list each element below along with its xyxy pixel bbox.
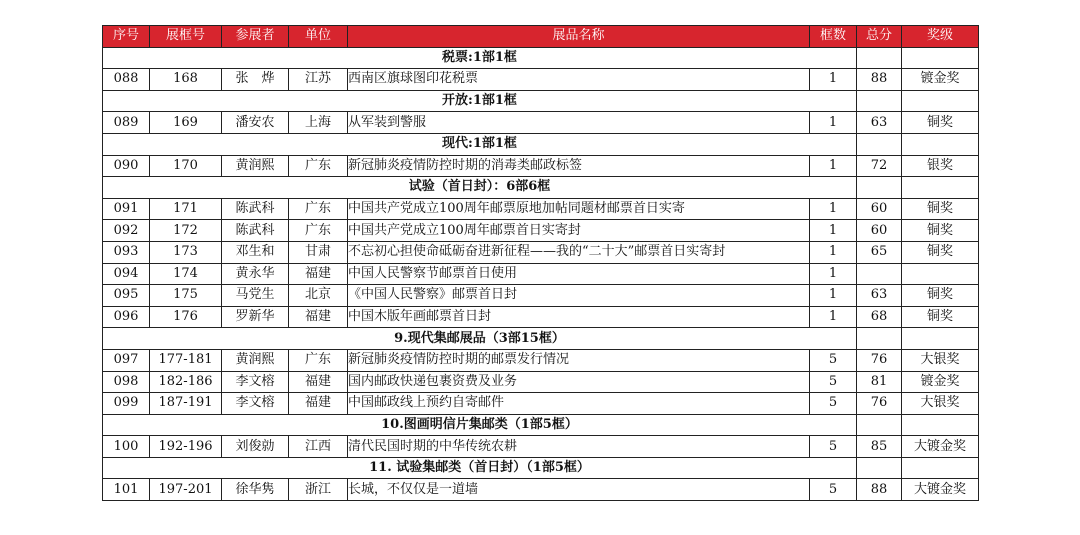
cell-frames: 5 (810, 436, 857, 458)
section-row (103, 414, 979, 436)
cell-exhibitor: 罗新华 (222, 306, 289, 328)
cell-exhibitor: 黄永华 (222, 263, 289, 285)
section-empty-cell (857, 133, 902, 155)
cell-award: 银奖 (902, 155, 979, 177)
cell-unit: 广东 (289, 349, 348, 371)
cell-frame-no: 192-196 (150, 436, 222, 458)
cell-name: 中国邮政线上预约自寄邮件 (348, 393, 810, 415)
cell-frame-no: 175 (150, 285, 222, 307)
cell-seq: 093 (103, 241, 150, 263)
header-frame-no: 展框号 (150, 26, 222, 48)
header-exhibitor: 参展者 (222, 26, 289, 48)
cell-exhibitor: 李文榕 (222, 371, 289, 393)
cell-name: 国内邮政快递包裹资费及业务 (348, 371, 810, 393)
cell-unit: 上海 (289, 112, 348, 134)
cell-exhibitor: 黄润熙 (222, 349, 289, 371)
section-row (103, 177, 979, 199)
cell-score: 76 (857, 393, 902, 415)
cell-award: 大银奖 (902, 393, 979, 415)
cell-score: 60 (857, 198, 902, 220)
table-row (103, 241, 979, 263)
cell-score: 85 (857, 436, 902, 458)
cell-seq: 101 (103, 479, 150, 501)
cell-seq: 088 (103, 69, 150, 91)
cell-award: 铜奖 (902, 198, 979, 220)
cell-frames: 1 (810, 112, 857, 134)
cell-seq: 097 (103, 349, 150, 371)
cell-frame-no: 174 (150, 263, 222, 285)
table-row (103, 69, 979, 91)
section-empty-cell (857, 328, 902, 350)
cell-frame-no: 171 (150, 198, 222, 220)
cell-award: 铜奖 (902, 285, 979, 307)
cell-unit: 广东 (289, 155, 348, 177)
table-row (103, 436, 979, 458)
cell-name: 中国共产党成立100周年邮票首日实寄封 (348, 220, 810, 242)
section-title: 开放:1部1框 (103, 90, 857, 112)
header-unit: 单位 (289, 26, 348, 48)
cell-seq: 090 (103, 155, 150, 177)
table-row (103, 479, 979, 501)
cell-frames: 1 (810, 155, 857, 177)
cell-unit: 浙江 (289, 479, 348, 501)
cell-seq: 100 (103, 436, 150, 458)
section-empty-cell (857, 90, 902, 112)
cell-frames: 1 (810, 263, 857, 285)
cell-unit: 江西 (289, 436, 348, 458)
cell-award: 大镀金奖 (902, 479, 979, 501)
cell-frame-no: 170 (150, 155, 222, 177)
section-title: 税票:1部1框 (103, 47, 857, 69)
cell-unit: 福建 (289, 306, 348, 328)
cell-seq: 091 (103, 198, 150, 220)
table-row (103, 306, 979, 328)
table-row (103, 220, 979, 242)
header-frames: 框数 (810, 26, 857, 48)
cell-seq: 094 (103, 263, 150, 285)
cell-name: 中国人民警察节邮票首日使用 (348, 263, 810, 285)
table-header (103, 26, 979, 48)
cell-award: 铜奖 (902, 220, 979, 242)
section-row (103, 328, 979, 350)
cell-score: 63 (857, 285, 902, 307)
header-award: 奖级 (902, 26, 979, 48)
section-row (103, 457, 979, 479)
cell-award: 大镀金奖 (902, 436, 979, 458)
cell-frames: 1 (810, 241, 857, 263)
section-empty-cell (902, 177, 979, 199)
cell-name: 长城，不仅仅是一道墙 (348, 479, 810, 501)
cell-seq: 092 (103, 220, 150, 242)
cell-name: 新冠肺炎疫情防控时期的邮票发行情况 (348, 349, 810, 371)
cell-score: 81 (857, 371, 902, 393)
section-empty-cell (902, 47, 979, 69)
cell-frame-no: 176 (150, 306, 222, 328)
cell-score: 72 (857, 155, 902, 177)
cell-award (902, 263, 979, 285)
cell-unit: 广东 (289, 198, 348, 220)
section-empty-cell (902, 133, 979, 155)
cell-score: 63 (857, 112, 902, 134)
section-title: 10.图画明信片集邮类（1部5框） (103, 414, 857, 436)
section-empty-cell (902, 414, 979, 436)
cell-name: 中国共产党成立100周年邮票原地加帖同题材邮票首日实寄 (348, 198, 810, 220)
section-empty-cell (902, 328, 979, 350)
cell-exhibitor: 张 烨 (222, 69, 289, 91)
cell-award: 铜奖 (902, 112, 979, 134)
cell-award: 铜奖 (902, 306, 979, 328)
section-empty-cell (857, 457, 902, 479)
section-empty-cell (902, 457, 979, 479)
award-list-table (102, 25, 979, 501)
cell-score: 65 (857, 241, 902, 263)
cell-frame-no: 197-201 (150, 479, 222, 501)
table-row (103, 285, 979, 307)
table-row (103, 155, 979, 177)
cell-exhibitor: 邓生和 (222, 241, 289, 263)
cell-name: 清代民国时期的中华传统农耕 (348, 436, 810, 458)
cell-frame-no: 187-191 (150, 393, 222, 415)
cell-frame-no: 173 (150, 241, 222, 263)
table-row (103, 349, 979, 371)
header-score: 总分 (857, 26, 902, 48)
table-row (103, 112, 979, 134)
cell-unit: 北京 (289, 285, 348, 307)
cell-unit: 福建 (289, 393, 348, 415)
cell-frames: 5 (810, 349, 857, 371)
cell-frames: 5 (810, 393, 857, 415)
cell-exhibitor: 陈武科 (222, 198, 289, 220)
cell-seq: 098 (103, 371, 150, 393)
section-empty-cell (857, 47, 902, 69)
header-name: 展品名称 (348, 26, 810, 48)
cell-seq: 099 (103, 393, 150, 415)
section-title: 试验（首日封）：6部6框 (103, 177, 857, 199)
cell-seq: 089 (103, 112, 150, 134)
cell-unit: 江苏 (289, 69, 348, 91)
cell-frame-no: 169 (150, 112, 222, 134)
cell-frames: 1 (810, 220, 857, 242)
section-row (103, 133, 979, 155)
cell-name: 从军装到警服 (348, 112, 810, 134)
header-row (103, 26, 979, 48)
section-row (103, 47, 979, 69)
cell-name: 中国木版年画邮票首日封 (348, 306, 810, 328)
table-row (103, 393, 979, 415)
table-body (103, 47, 979, 500)
section-empty-cell (857, 177, 902, 199)
cell-exhibitor: 李文榕 (222, 393, 289, 415)
cell-exhibitor: 陈武科 (222, 220, 289, 242)
cell-unit: 广东 (289, 220, 348, 242)
cell-unit: 福建 (289, 371, 348, 393)
cell-score: 88 (857, 479, 902, 501)
cell-exhibitor: 徐华隽 (222, 479, 289, 501)
section-title: 现代:1部1框 (103, 133, 857, 155)
header-seq: 序号 (103, 26, 150, 48)
table-row (103, 198, 979, 220)
cell-name: 《中国人民警察》邮票首日封 (348, 285, 810, 307)
cell-score: 68 (857, 306, 902, 328)
cell-frame-no: 177-181 (150, 349, 222, 371)
section-empty-cell (857, 414, 902, 436)
cell-unit: 福建 (289, 263, 348, 285)
cell-seq: 095 (103, 285, 150, 307)
cell-exhibitor: 马党生 (222, 285, 289, 307)
cell-frame-no: 168 (150, 69, 222, 91)
cell-score: 76 (857, 349, 902, 371)
cell-score (857, 263, 902, 285)
cell-unit: 甘肃 (289, 241, 348, 263)
cell-frames: 5 (810, 371, 857, 393)
section-title: 9.现代集邮展品（3部15框） (103, 328, 857, 350)
cell-frames: 1 (810, 306, 857, 328)
cell-frame-no: 172 (150, 220, 222, 242)
cell-name: 西南区旗球图印花税票 (348, 69, 810, 91)
cell-award: 镀金奖 (902, 371, 979, 393)
table-row (103, 263, 979, 285)
section-empty-cell (902, 90, 979, 112)
section-row (103, 90, 979, 112)
cell-frames: 1 (810, 69, 857, 91)
cell-frames: 1 (810, 198, 857, 220)
table-row (103, 371, 979, 393)
cell-frame-no: 182-186 (150, 371, 222, 393)
cell-award: 大银奖 (902, 349, 979, 371)
cell-score: 88 (857, 69, 902, 91)
cell-exhibitor: 刘俊勍 (222, 436, 289, 458)
cell-award: 镀金奖 (902, 69, 979, 91)
cell-frames: 1 (810, 285, 857, 307)
cell-exhibitor: 黄润熙 (222, 155, 289, 177)
cell-score: 60 (857, 220, 902, 242)
cell-frames: 5 (810, 479, 857, 501)
section-title: 11. 试验集邮类（首日封）（1部5框） (103, 457, 857, 479)
cell-seq: 096 (103, 306, 150, 328)
cell-exhibitor: 潘安农 (222, 112, 289, 134)
cell-name: 不忘初心担使命砥砺奋进新征程——我的“二十大”邮票首日实寄封 (348, 241, 810, 263)
cell-name: 新冠肺炎疫情防控时期的消毒类邮政标签 (348, 155, 810, 177)
cell-award: 铜奖 (902, 241, 979, 263)
